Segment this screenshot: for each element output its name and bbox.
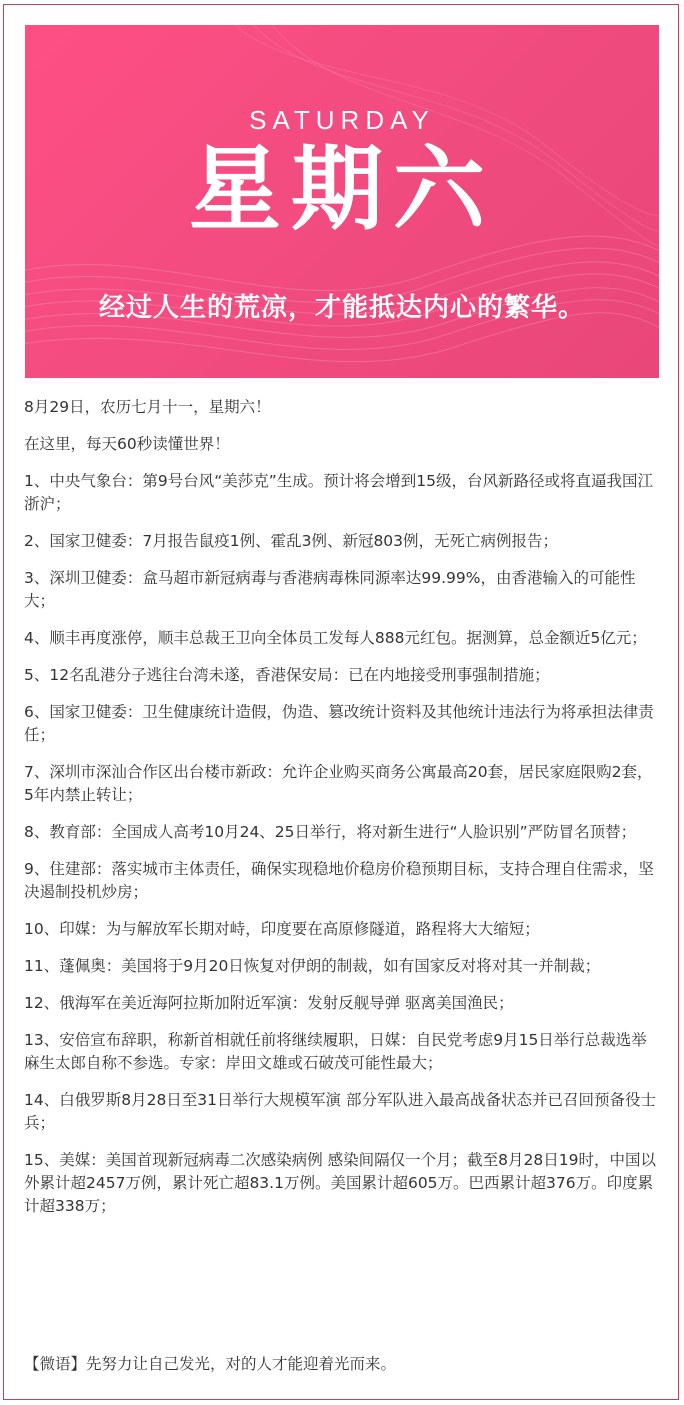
banner-quote: 经过人生的荒凉，才能抵达内心的繁华。 [98, 293, 585, 323]
news-item: 7、深圳市深汕合作区出台楼市新政：允许企业购买商务公寓最高20套，居民家庭限购2套，5年内禁止转让； [24, 763, 653, 804]
news-item: 14、白俄罗斯8月28日至31日举行大规模军演 部分军队进入最高战备状态并已召回预备役士兵； [24, 1091, 656, 1132]
footer-whisper: 【微语】先努力让自己发光，对的人才能迎着光而来。 [24, 1355, 397, 1373]
header-banner [25, 25, 659, 378]
news-item: 1、中央气象台：第9号台风“美莎克”生成。预计将会增到15级，台风新路径或将直逼我国江浙沪； [24, 472, 654, 513]
tagline: 在这里，每天60秒读懂世界！ [24, 435, 230, 453]
news-item: 5、12名乱港分子逃往台湾未遂，香港保安局：已在内地接受刑事强制措施； [24, 666, 550, 684]
news-item: 9、住建部：落实城市主体责任，确保实现稳地价稳房价稳预期目标，支持合理自住需求，坚决遏制投机炒房； [24, 860, 654, 901]
day-english: SATURDAY [249, 105, 435, 135]
news-item: 11、蓬佩奥：美国将于9月20日恢复对伊朗的制裁，如有国家反对将对其一并制裁； [24, 957, 601, 975]
day-chinese: 星期六 [188, 136, 495, 243]
news-content [24, 396, 660, 1232]
news-item: 3、深圳卫健委：盒马超市新冠病毒与香港病毒株同源率达99.99%，由香港输入的可能性大； [24, 569, 636, 610]
date-line: 8月29日，农历七月十一，星期六！ [24, 398, 271, 416]
news-item: 6、国家卫健委：卫生健康统计造假，伪造、篡改统计资料及其他统计违法行为将承担法律责任； [24, 703, 654, 744]
news-item: 2、国家卫健委：7月报告鼠疫1例、霍乱3例、新冠803例，无死亡病例报告； [24, 532, 559, 550]
news-item: 12、俄海军在美近海阿拉斯加附近军演：发射反舰导弹 驱离美国渔民； [24, 994, 514, 1012]
news-item: 15、美媒：美国首现新冠病毒二次感染病例 感染间隔仅一个月；截至8月28日19时，中国以外累计超2457万例，累计死亡超83.1万例。美国累计超605万。巴西累计超376万。印度累计超338万； [24, 1151, 656, 1215]
news-item: 8、教育部：全国成人高考10月24、25日举行，将对新生进行“人脸识别”严防冒名顶替； [24, 823, 637, 841]
news-item: 13、安倍宣布辞职，称新首相就任前将继续履职，日媒：自民党考虑9月15日举行总裁选举 麻生太郎自称不参选。专家：岸田文雄或石破茂可能性最大； [24, 1031, 647, 1072]
news-item: 4、顺丰再度涨停，顺丰总裁王卫向全体员工发每人888元红包。据测算，总金额近5亿元； [24, 629, 647, 647]
news-item: 10、印媒：为与解放军长期对峙，印度要在高原修隧道，路程将大大缩短； [24, 920, 540, 938]
